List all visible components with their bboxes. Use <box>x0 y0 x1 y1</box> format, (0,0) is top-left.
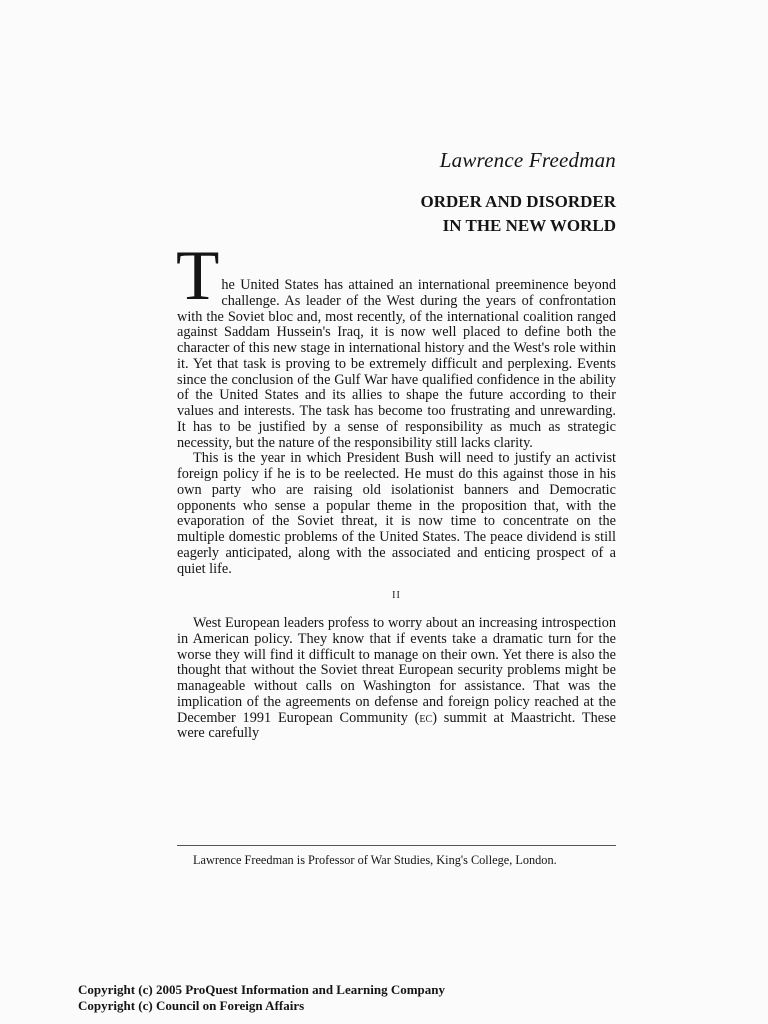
opening-paragraph-block <box>176 237 616 451</box>
paragraph-3-abbreviation: ec <box>419 709 433 726</box>
copyright-notice <box>78 982 445 1014</box>
paragraph-1: he United States has attained an international preeminence beyond challenge. As leader of the West during the years of confrontation with the Soviet bloc and, most recently, of the international coalition ranged against Saddam Hussein's Iraq, it is now well placed to define both the character of this new stage in international history and the West's role within it. Yet that task is proving to be extremely difficult and perplexing. Events since the conclusion of the Gulf War have qualified confidence in the ability of the United States and its allies to shape the future according to their values and interests. The task has become too frustrating and unrewarding. It has to be justified by a sense of responsibility as much as strategic necessity, but the nature of the responsibility still lacks clarity. <box>177 277 616 451</box>
footnote-divider <box>177 845 616 846</box>
article-body <box>176 237 616 742</box>
title-line-2: IN THE NEW WORLD <box>442 216 616 235</box>
author-name: Lawrence Freedman <box>439 148 616 172</box>
copyright-line-2: Copyright (c) Council on Foreign Affairs <box>78 998 305 1013</box>
section-number: II <box>392 590 401 602</box>
article-title <box>420 190 616 238</box>
paragraph-3-text-b: ) summit at Maastricht. These were carefully <box>177 709 616 742</box>
paragraph-2: This is the year in which President Bush will need to justify an activist foreign policy if he is to be reelected. He must do this against those in his own party who are raising old isolationist banners and Democratic opponents who sense a popular theme in the proposition that, with the evaporation of the Soviet threat, it is now time to concentrate on the multiple domestic problems of the United States. The peace dividend is still eagerly anticipated, along with the associated and enticing prospect of a quiet life. <box>177 450 616 577</box>
drop-cap: T <box>176 237 220 315</box>
copyright-line-1: Copyright (c) 2005 ProQuest Information and Learning Company <box>78 982 446 997</box>
author-footnote <box>177 853 616 868</box>
paragraph-3-text-a: West European leaders profess to worry about an increasing introspection in American policy. They know that if events take a dramatic turn for the worse they will find it difficult to manage on their own. Yet there is also the thought that without the Soviet threat European security problems might be manageable without calls on Washington for assistance. That was the implication of the agreements on defense and foreign policy reached at the December 1991 European Community ( <box>177 615 616 726</box>
paragraph-3 <box>177 616 616 742</box>
footnote-text: Lawrence Freedman is Professor of War Studies, King's College, London. <box>193 853 557 867</box>
title-line-1: ORDER AND DISORDER <box>420 192 616 211</box>
